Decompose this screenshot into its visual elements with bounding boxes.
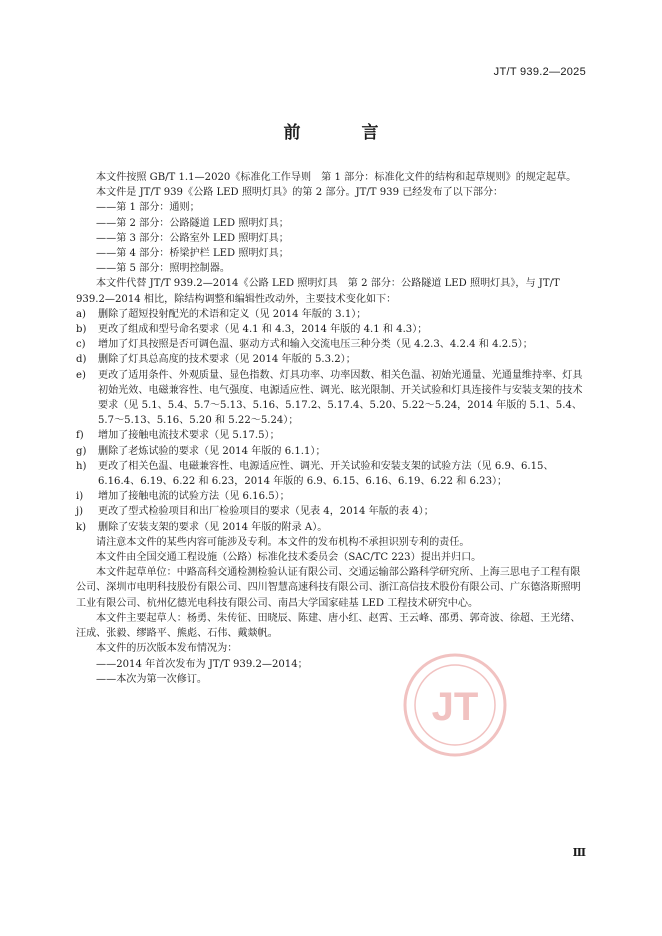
change-item — [76, 352, 586, 367]
change-item — [76, 307, 586, 322]
change-item — [76, 520, 586, 535]
change-text: 删除了安装支架的要求（见 2014 年版的附录 A）。 — [98, 521, 328, 533]
part-item: ——第 1 部分：通则； — [96, 202, 200, 214]
change-text: 更改了相关色温、电磁兼容性、电源适应性、调光、开关试验和安装支架的试验方法（见 6.9、6.15、6.16.4、6.19、6.22 和 6.23，2014 年版的 6.9、6.15、6.16、6.19、6.22 和 6.23）； — [98, 460, 554, 488]
change-item — [76, 489, 586, 504]
change-item — [76, 504, 586, 519]
paragraph: 本文件的历次版本发布情况为： — [96, 643, 238, 655]
paragraph: 本文件是 JT/T 939《公路 LED 照明灯具》的第 2 部分。JT/T 939 已经发布了以下部分： — [96, 187, 504, 199]
change-text: 更改了组成和型号命名要求（见 4.1 和 4.3，2014 年版的 4.1 和 4.3）； — [98, 324, 428, 336]
seal-text: JT — [431, 685, 479, 729]
page-number: Ⅲ — [572, 846, 586, 859]
part-item: ——第 3 部分：公路室外 LED 照明灯具； — [96, 232, 289, 244]
change-label: b) — [76, 324, 87, 336]
change-label: f) — [76, 430, 84, 442]
history-item: ——本次为第一次修订。 — [96, 673, 208, 685]
paragraph: 本文件代替 JT/T 939.2—2014《公路 LED 照明灯具 第 2 部分：公路隧道 LED 照明灯具》，与 JT/T 939.2—2014 相比，除结构调整和编辑性改动外，主要技术变化如下： — [76, 278, 560, 305]
history-item: ——2014 年首次发布为 JT/T 939.2—2014； — [96, 658, 308, 670]
part-item: ——第 5 部分：照明控制器。 — [96, 263, 230, 275]
change-text: 增加了灯具按照是否可调色温、驱动方式和输入交流电压三种分类（见 4.2.3、4.2.4 和 4.2.5）； — [98, 339, 533, 351]
change-label: k) — [76, 521, 87, 533]
change-item — [76, 428, 586, 443]
change-item — [76, 459, 586, 489]
standard-number: JT/T 939.2—2025 — [493, 66, 586, 78]
change-item — [76, 322, 586, 337]
change-label: j) — [76, 506, 84, 518]
change-label: e) — [76, 369, 86, 381]
change-item — [76, 444, 586, 459]
page-title: 前 言 — [283, 123, 401, 143]
change-text: 更改了型式检验项目和出厂检验项目的要求（见表 4，2014 年版的表 4）； — [98, 506, 434, 518]
change-item — [76, 337, 586, 352]
change-label: c) — [76, 339, 86, 351]
change-text: 删除了超短投射配光的术语和定义（见 2014 年版的 3.1）； — [98, 308, 367, 320]
paragraph: 请注意本文件的某些内容可能涉及专利。本文件的发布机构不承担识别专利的责任。 — [96, 536, 470, 548]
change-text: 增加了接触电流技术要求（见 5.17.5）； — [98, 430, 280, 442]
change-label: d) — [76, 354, 87, 366]
paragraph: 本文件由全国交通工程设施（公路）标准化技术委员会（SAC/TC 223）提出并归口。 — [96, 552, 482, 564]
change-label: g) — [76, 445, 87, 457]
part-item: ——第 2 部分：公路隧道 LED 照明灯具； — [96, 217, 289, 229]
paragraph: 本文件主要起草人：杨勇、朱传征、田晓辰、陈建、唐小红、赵霄、王云峰、邵勇、郭奇波、徐超、王光绪、汪成、张毅、缪路平、熊彪、石伟、戴燚帆。 — [76, 612, 581, 640]
paragraph: 本文件按照 GB/T 1.1—2020《标准化工作导则 第 1 部分：标准化文件的结构和起草规则》的规定起草。 — [96, 172, 577, 183]
change-text: 删除了灯具总高度的技术要求（见 2014 年版的 5.3.2）； — [98, 354, 356, 366]
paragraph: 本文件起草单位：中路高科交通检测检验认证有限公司、交通运输部公路科学研究所、上海三思电子工程有限公司、深圳市电明科技股份有限公司、四川智慧高速科技有限公司、浙江高信技术股份有限公司、广东德洛斯照明工业有限公司、杭州亿德光电科技有限公司、南昌大学国家硅基 LED 工程技术研究中心。 — [76, 567, 581, 609]
change-item — [76, 368, 586, 429]
change-text: 增加了接触电流的试验方法（见 6.16.5）； — [98, 491, 290, 503]
change-text: 删除了老炼试验的要求（见 2014 年版的 6.1.1）； — [98, 445, 326, 457]
change-label: i) — [76, 491, 84, 503]
foreword-body — [76, 170, 586, 687]
change-label: a) — [76, 308, 86, 320]
change-text: 更改了适用条件、外观质量、显色指数、灯具功率、功率因数、相关色温、初始光通量、光通量维持率、灯具初始光效、电磁兼容性、电气强度、电源适应性、调光、眩光限制、开关试验和灯具连接件与安装支架的技术要求（见 5.1、5.4、5.7～5.13、5.16、5.17.2、5.17.4、5.20、5.22～5.24，2014 年版的 5.1、5.4、5.7～5.13、5.16、5.20 和 5.22～5.24）； — [98, 369, 583, 427]
change-label: h) — [76, 460, 87, 472]
part-item: ——第 4 部分：桥梁护栏 LED 照明灯具； — [96, 248, 289, 260]
